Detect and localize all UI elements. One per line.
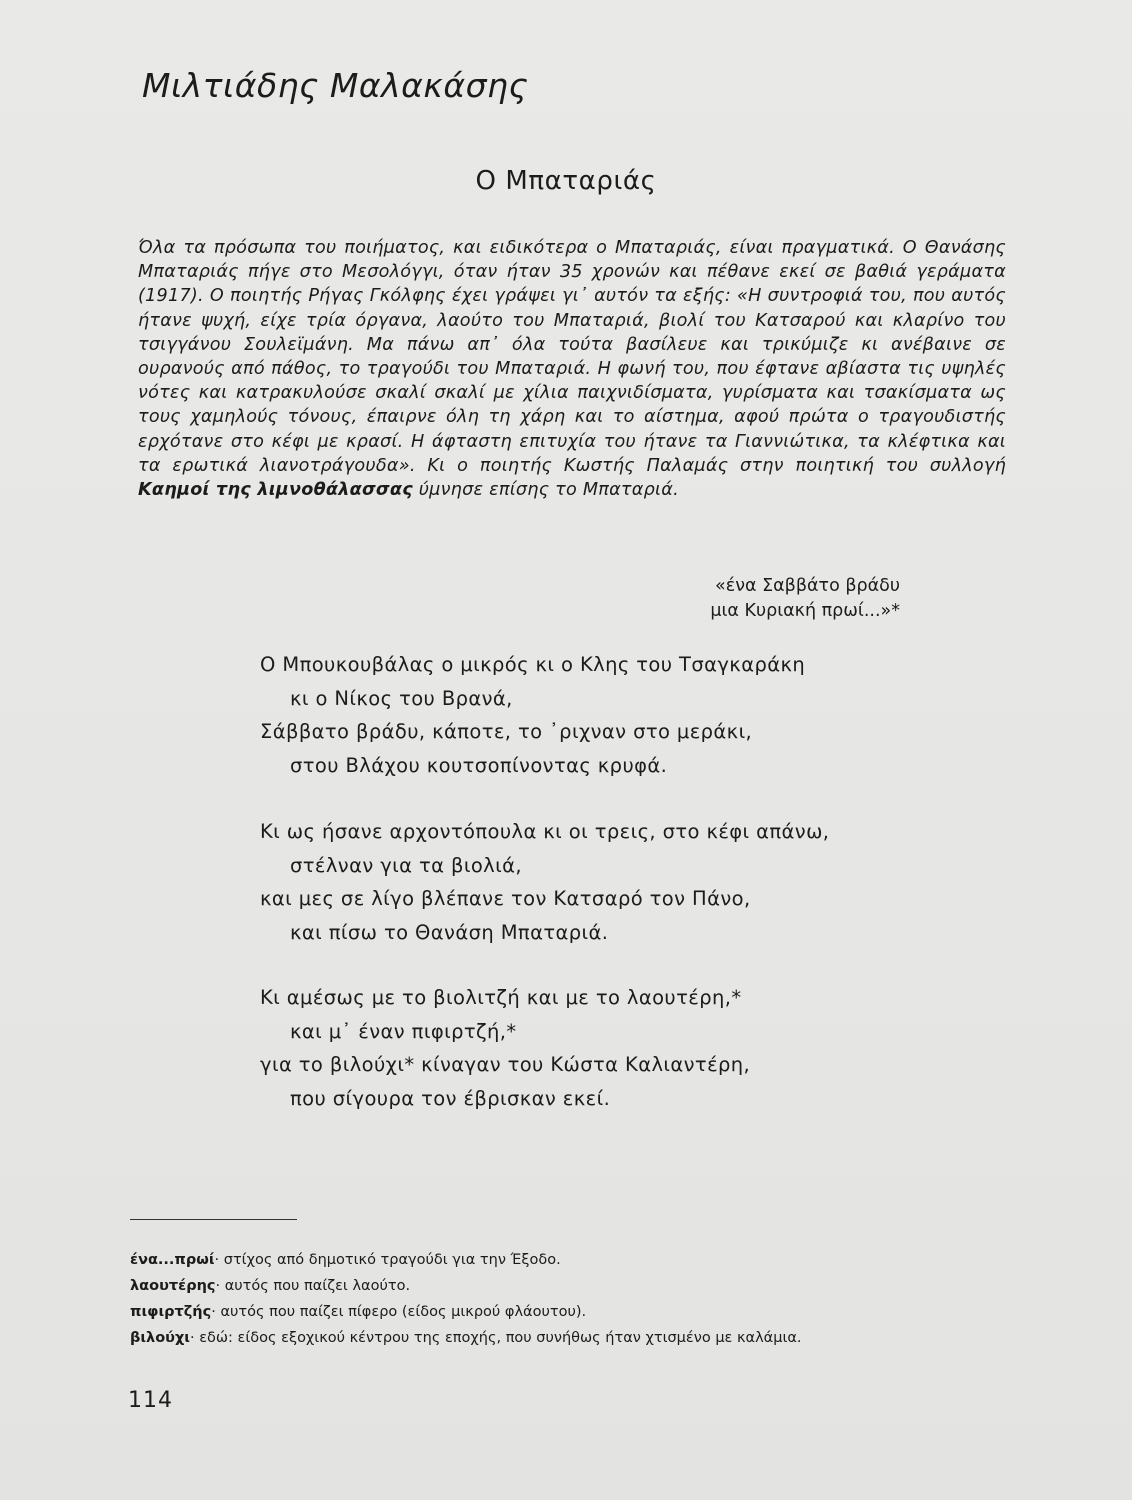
footnote-text: εδώ: είδος εξοχικού κέντρου της εποχής, που συνήθως ήταν χτισμένο με καλάμια. [199,1330,802,1346]
author-name: Μιλτιάδης Μαλακάσης [142,66,529,105]
stanza-3 [260,981,750,1115]
epigraph-line: «ένα Σαββάτο βράδυ [715,576,900,596]
verse-line: και μ᾽ έναν πιφιρτζή,* [290,1019,517,1043]
footnote-text: αυτός που παίζει λαούτο. [224,1278,411,1294]
stanza-2 [260,815,829,949]
footnote-term: βιλούχι [130,1330,190,1346]
verse-line: στου Βλάχου κουτσοπίνοντας κρυφά. [290,753,668,777]
book-title: Καημοί της λιμνοθάλασσας [138,480,413,501]
verse-line: και πίσω το Θανάση Μπαταριά. [290,920,609,944]
verse-line: που σίγουρα τον έβρισκαν εκεί. [290,1086,611,1110]
footnote-text: στίχος από δημοτικό τραγούδι για την Έξοδο. [223,1252,561,1268]
footnote-term: πιφιρτζής [130,1304,212,1320]
page-number: 114 [128,1388,173,1413]
footnote-term: λαουτέρης [130,1278,216,1294]
footnote: ένα...πρωί· στίχος από δημοτικό τραγούδι για την Έξοδο. [130,1252,561,1268]
verse-line: Κι αμέσως με το βιολιτζή και με το λαουτέρη,* [260,986,742,1009]
footnote: βιλούχι· εδώ: είδος εξοχικού κέντρου της εποχής, που συνήθως ήταν χτισμένο με καλάμια. [130,1330,802,1346]
footnote-term: ένα...πρωί [130,1252,215,1268]
epigraph [660,574,900,624]
intro-text: Όλα τα πρόσωπα του ποιήματος, και ειδικότερα ο Μπαταριάς, είναι πραγματικά. Ο Θανάσης Μπαταριάς πήγε στο Μεσολόγγι, όταν ήταν 35 χρονών και πέθανε εκεί σε βαθιά γεράματα (1917). Ο ποιητής Ρήγας Γκόλφης έχει γράψει γι᾽ αυτόν τα εξής: «Η συντροφιά του, που αυτός ήτανε ψυχή, είχε τρία όργανα, λαούτο του Μπαταριά, βιολί του Κατσαρού και κλαρίνο του τσιγγάνου Σουλεϊμάνη. Μα πάνω απ᾽ όλα τούτα βασίλευε και τρικύμιζε κι ανέβαινε σε ουρανούς από πάθος, το τραγούδι του Μπαταριά. Η φωνή του, που έφτανε αβίαστα τις υψηλές νότες και κατρακυλούσε σκαλί σκαλί με χίλια παιχνιδίσματα, γυρίσματα και τσακίσματα ως τους χαμηλούς τόνους, έπαιρνε όλη τη χάρη και το αίστημα, αφού πρώτα ο τραγουδιστής ερχότανε στο κέφι με κρασί. Η άφταστη επιτυχία του ήτανε τα Γιαννιώτικα, τα κλέφτικα και τα ερωτικά λιανοτράγουδα». Κι ο ποιητής Κωστής Παλαμάς στην ποιητική του συλλογή [138,238,1006,476]
footnotes [130,1247,1010,1351]
footnote: λαουτέρης· αυτός που παίζει λαούτο. [130,1278,411,1294]
verse-line: για το βιλούχι* κίναγαν του Κώστα Καλιαντέρη, [260,1053,751,1076]
verse-line: Κι ως ήσανε αρχοντόπουλα κι οι τρεις, στο κέφι απάνω, [260,820,830,843]
verse-line: Ο Μπουκουβάλας ο μικρός κι ο Κλης του Τσαγκαράκη [260,653,806,676]
footnote-divider [130,1219,297,1220]
verse-line: κι ο Νίκος του Βρανά, [290,686,513,710]
intro-text-end: ύμνησε επίσης το Μπαταριά. [418,480,679,501]
footnote: πιφιρτζής· αυτός που παίζει πίφερο (είδος μικρού φλάουτου). [130,1304,587,1320]
footnote-text: αυτός που παίζει πίφερο (είδος μικρού φλάουτου). [220,1304,587,1320]
stanza-1 [260,648,805,782]
verse-line: Σάββατο βράδυ, κάποτε, το ᾽ριχναν στο μεράκι, [260,720,753,743]
epigraph-line: μια Κυριακή πρωί...»* [710,601,900,621]
verse-line: και μες σε λίγο βλέπανε τον Κατσαρό τον Πάνο, [260,887,751,910]
poem-title: Ο Μπαταριάς [475,166,657,196]
intro-paragraph [138,236,1006,502]
verse-line: στέλναν για τα βιολιά, [290,853,522,877]
